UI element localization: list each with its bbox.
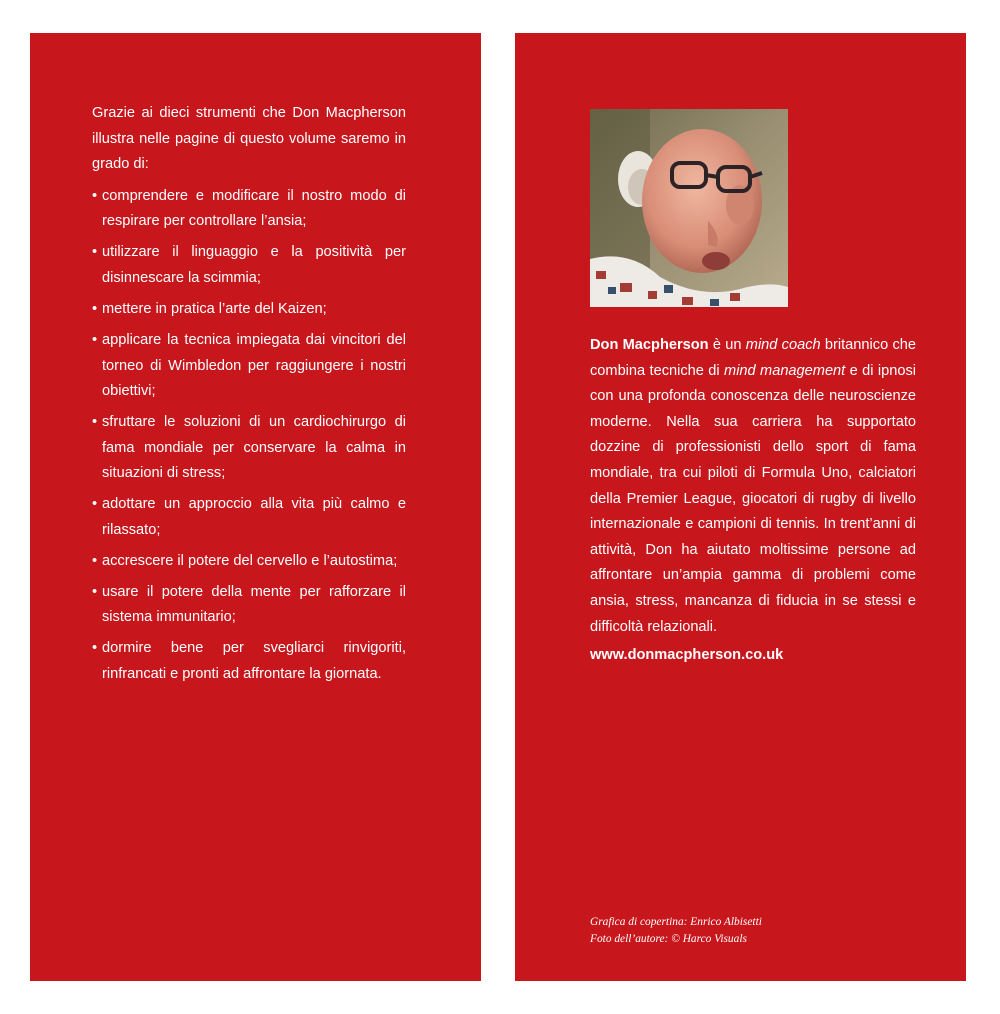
bio-text-2: britannico che combina tecniche di (590, 337, 916, 379)
list-item: • accrescere il potere del cervello e l’autostima; (92, 549, 406, 575)
author-bio-block (590, 333, 916, 669)
list-item: • mettere in pratica l’arte del Kaizen; (92, 297, 406, 323)
author-bio (590, 333, 916, 640)
bio-emphasis-2: mind management (724, 362, 846, 379)
left-flap (30, 33, 481, 981)
author-website-link[interactable]: www.donmacpherson.co.uk (590, 647, 784, 664)
author-photo-icon (590, 109, 788, 307)
list-item: • usare il potere della mente per rafforzare il sistema immunitario; (92, 580, 406, 631)
photo-credit: Foto dell’autore: © Harco Visuals (590, 933, 747, 945)
list-item: • adottare un approccio alla vita più calmo e rilassato; (92, 492, 406, 543)
bio-text-3: e di ipnosi con una profonda conoscenza delle neuroscienze moderne. Nella sua carriera ha supportato dozzine di professionisti dello sport di fama mondiale, tra cui piloti di Formula Uno, calciatori della Premier League, giocatori di rugby di livello internazionale e campioni di tennis. In trent’anni di attività, Don ha aiutato moltissime persone ad affrontare un’ampia gamma di problemi come ansia, stress, mancanza di fiducia in se stessi e difficoltà relazionali. (590, 362, 916, 635)
author-photo (590, 109, 788, 307)
intro-paragraph: Grazie ai dieci strumenti che Don Macpherson illustra nelle pagine di questo volume saremo in grado di: (92, 105, 406, 173)
author-name: Don Macpherson (590, 337, 709, 353)
bio-emphasis-1: mind coach (745, 337, 821, 353)
right-flap (515, 33, 966, 981)
list-item: • sfruttare le soluzioni di un cardiochirurgo di fama mondiale per conservare la calma in situazioni di stress; (92, 410, 406, 487)
list-item: • comprendere e modificare il nostro modo di respirare per controllare l’ansia; (92, 184, 406, 235)
credits (590, 914, 920, 948)
benefits-list (92, 184, 406, 688)
left-flap-text (92, 101, 406, 693)
list-item: • applicare la tecnica impiegata dai vincitori del torneo di Wimbledon per raggiungere i nostri obiettivi; (92, 328, 406, 405)
list-item: • utilizzare il linguaggio e la positività per disinnescare la scimmia; (92, 240, 406, 291)
bio-text-1: è un (708, 337, 746, 353)
cover-credit: Grafica di copertina: Enrico Albisetti (590, 916, 762, 928)
list-item: • dormire bene per svegliarci rinvigoriti, rinfrancati e pronti ad affrontare la giornata. (92, 636, 406, 687)
